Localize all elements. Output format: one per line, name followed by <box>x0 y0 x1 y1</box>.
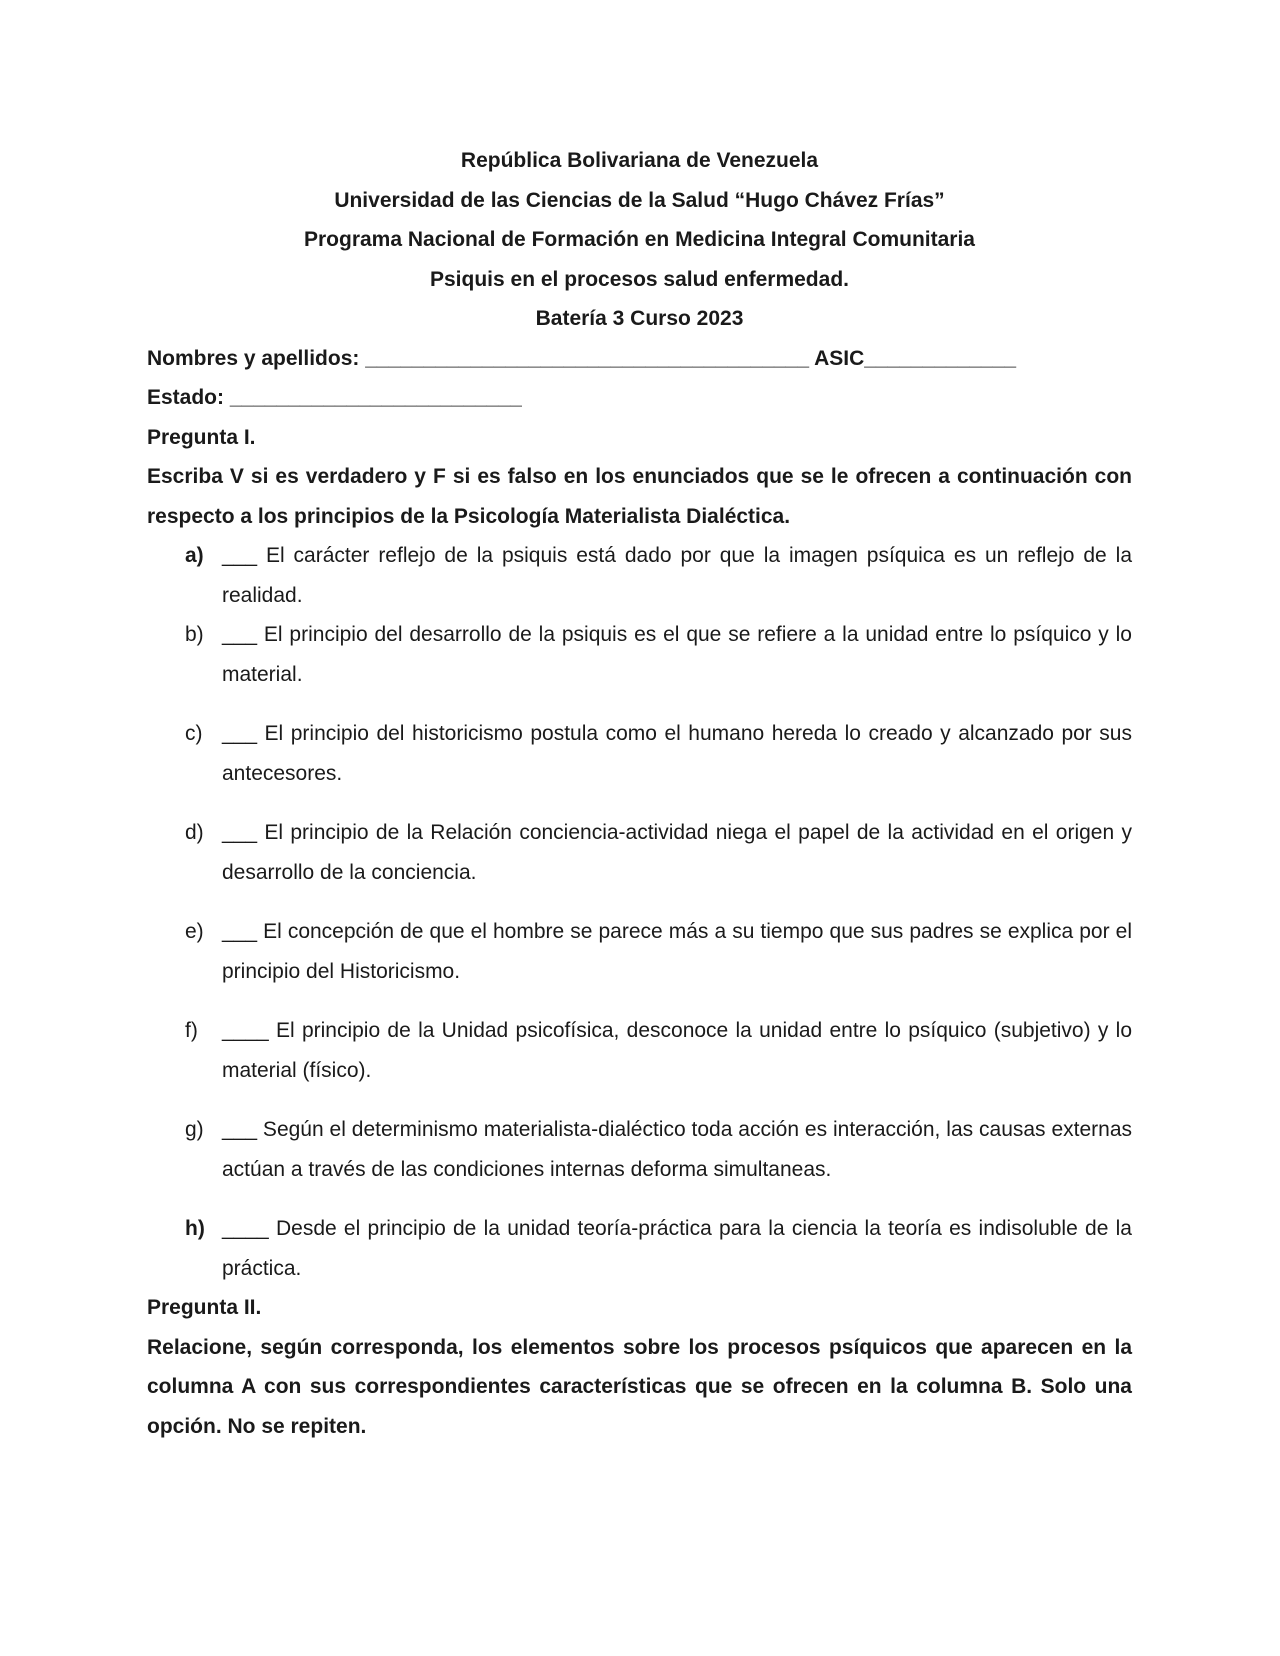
list-item <box>147 1011 1132 1090</box>
item-marker: a) <box>185 544 204 567</box>
question-1-title: Pregunta I. <box>147 425 256 449</box>
item-text: ___ El carácter reflejo de la psiquis está dado por que la imagen psíquica es un reflejo de la realidad. <box>222 544 1132 607</box>
item-text: ___ El principio de la Relación conciencia-actividad niega el papel de la actividad en el origen y desarrollo de la conciencia. <box>222 821 1132 884</box>
university-heading: Universidad de las Ciencias de la Salud “Hugo Chávez Frías” <box>334 188 945 212</box>
item-marker: c) <box>185 722 203 745</box>
item-text: ___ El principio del historicismo postula como el humano hereda lo creado y alcanzado por sus antecesores. <box>222 722 1132 785</box>
country-heading: República Bolivariana de Venezuela <box>460 149 819 172</box>
item-marker: g) <box>185 1118 204 1141</box>
list-item <box>147 1209 1132 1288</box>
list-item <box>147 1110 1132 1189</box>
item-marker: f) <box>185 1019 198 1042</box>
item-text: ___ Según el determinismo materialista-dialéctico toda acción es interacción, las causas externas actúan a través de las condiciones internas deforma simultaneas. <box>222 1118 1132 1181</box>
list-item <box>147 536 1132 615</box>
question-2-title: Pregunta II. <box>147 1296 262 1319</box>
item-text: ___ El concepción de que el hombre se parece más a su tiempo que sus padres se explica por el principio del Historicismo. <box>222 920 1132 983</box>
estado-field: Estado: _________________________ <box>147 386 522 409</box>
item-marker: b) <box>185 623 204 646</box>
program-heading: Programa Nacional de Formación en Medicina Integral Comunitaria <box>304 228 975 251</box>
names-asic-field: Nombres y apellidos: ______________________________________ ASIC_____________ <box>147 346 1017 370</box>
item-text: ____ El principio de la Unidad psicofísica, desconoce la unidad entre lo psíquico (subjetivo) y lo material (físico). <box>222 1019 1132 1082</box>
item-marker: e) <box>185 920 204 943</box>
question-1-instruction: Escriba V si es verdadero y F si es falso en los enunciados que se le ofrecen a continuación con respecto a los principios de la Psicología Materialista Dialéctica. <box>147 465 1132 528</box>
exam-title: Batería 3 Curso 2023 <box>535 307 744 330</box>
item-marker: d) <box>185 821 204 844</box>
question-2-instruction: Relacione, según corresponda, los elementos sobre los procesos psíquicos que aparecen en la columna A con sus correspondientes características que se ofrecen en la columna B. Solo una opción. No se repiten. <box>147 1335 1132 1438</box>
subject-heading: Psiquis en el procesos salud enfermedad. <box>430 267 849 291</box>
item-text: ____ Desde el principio de la unidad teoría-práctica para la ciencia la teoría es indisoluble de la práctica. <box>222 1217 1132 1280</box>
list-item <box>147 714 1132 793</box>
document-page <box>147 141 1132 1446</box>
question-1-list <box>147 536 1132 1288</box>
list-item <box>147 912 1132 991</box>
list-item <box>147 615 1132 694</box>
item-marker: h) <box>185 1217 205 1240</box>
list-item <box>147 813 1132 892</box>
item-text: ___ El principio del desarrollo de la psiquis es el que se refiere a la unidad entre lo psíquico y lo material. <box>222 623 1132 686</box>
